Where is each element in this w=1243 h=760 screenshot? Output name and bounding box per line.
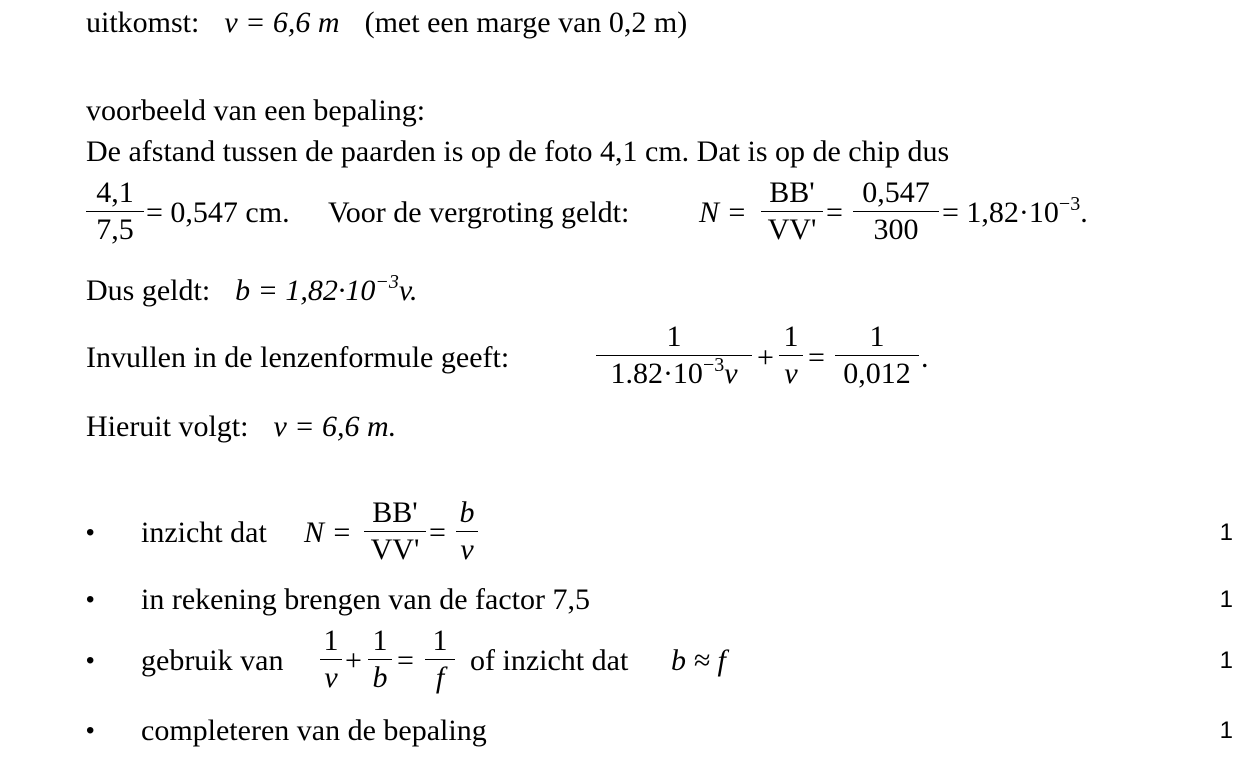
conclusion-text: Hieruit volgt: [86,410,249,443]
fraction-denominator: b [372,661,388,694]
criterion-tail-formula: b ≈ f [671,644,726,677]
equals-sign: = [429,516,446,549]
magnification-result-end: . [1080,196,1088,229]
fraction-bar [320,659,342,660]
magnification-result-exponent: −3 [1058,193,1081,215]
fraction-1-over-b [368,624,392,695]
fraction-denominator [596,354,752,391]
magnification-text: Voor de vergroting geldt: [328,196,630,229]
fraction-1-over-f [425,624,455,695]
lens-denominator-end: v [724,357,738,390]
fraction-BB-over-VV [761,176,823,247]
criterion-text: gebruik van [141,644,284,677]
result-line [86,6,687,40]
example-sentence-1: De afstand tussen de paarden is op de foto 4,1 cm. Dat is op de chip dus [86,135,950,168]
criterion-text: completeren van de bepaling [141,714,487,747]
equals-sign: = [397,644,414,677]
criterion-N-equals: N = [304,516,352,549]
criterion-score: 1 [1219,717,1233,744]
fraction-denominator: 300 [873,213,919,246]
fraction-denominator: VV' [767,213,817,246]
magnification-N-equals: N = [699,196,747,229]
lens-denominator-base: 1.82·10 [610,357,703,390]
fraction-bar [368,659,392,660]
lens-formula-end: . [921,341,929,374]
fraction-numerator: 1 [432,624,448,657]
fraction-bar [853,211,939,212]
image-distance-exponent: −3 [375,271,399,293]
fraction-1-over-v [320,624,342,695]
image-distance-text: Dus geldt: [86,274,211,307]
fraction-numerator: BB' [372,496,418,529]
result-margin: (met een marge van 0,2 m) [364,6,688,39]
fraction-0-547-over-300 [853,176,939,247]
image-distance-line [86,271,418,308]
fraction-bar [835,355,919,356]
fraction-bar [425,659,455,660]
fraction-numerator: 4,1 [96,176,134,209]
criterion-tail-text: of inzicht dat [470,644,629,677]
lens-denominator-exponent: −3 [702,354,725,376]
image-distance-formula [235,271,418,307]
result-formula: v = 6,6 m [224,6,340,39]
magnification-result-base: = 1,82·10 [942,196,1059,229]
image-distance-end: v. [398,274,418,307]
bullet: • [86,586,95,613]
fraction-denominator: v [460,533,474,566]
fraction-4-1-over-7-5 [86,176,144,247]
fraction-numerator: 1 [372,624,388,657]
fraction-numerator: 0,547 [862,176,930,209]
chip-distance-result: = 0,547 cm. [146,196,290,229]
bullet: • [86,717,95,744]
plus-sign: + [757,341,774,374]
image-distance-base: b = 1,82·10 [235,274,376,307]
fraction-numerator: 1 [666,320,682,353]
fraction-denominator: f [435,661,445,694]
fraction-numerator: 1 [869,320,885,353]
result-label: uitkomst: [86,6,200,39]
fraction-b-over-v [456,496,478,567]
conclusion-formula: v = 6,6 m. [273,410,397,443]
criterion-score: 1 [1219,519,1233,546]
fraction-numerator: b [459,496,475,529]
criterion-score: 1 [1219,586,1233,613]
fraction-denominator: v [784,357,798,390]
criterion-text: in rekening brengen van de factor 7,5 [141,583,590,616]
lens-fraction-1 [596,320,752,391]
magnification-result [942,193,1088,230]
fraction-bar [596,355,752,356]
fraction-bar [761,211,823,212]
fraction-denominator: 7,5 [96,213,134,246]
bullet: • [86,647,95,674]
criterion-score: 1 [1219,647,1233,674]
fraction-denominator: v [324,661,338,694]
fraction-bar [456,531,478,532]
lens-fraction-2 [779,320,803,391]
conclusion-line [86,410,396,444]
fraction-numerator: 1 [783,320,799,353]
fraction-bar [86,211,144,212]
bullet: • [86,519,95,546]
fraction-numerator: BB' [769,176,815,209]
fraction-bar [364,531,426,532]
fraction-denominator: VV' [370,533,420,566]
plus-sign: + [345,644,362,677]
lens-formula-text: Invullen in de lenzenformule geeft: [86,341,510,374]
lens-fraction-3 [835,320,919,391]
criterion-text: inzicht dat [141,516,267,549]
fraction-numerator: 1 [323,624,339,657]
fraction-bar [779,355,803,356]
equals-sign: = [826,196,843,229]
fraction-BB-over-VV [364,496,426,567]
example-heading: voorbeeld van een bepaling: [86,94,426,127]
equals-sign: = [808,341,825,374]
fraction-denominator: 0,012 [843,357,911,390]
